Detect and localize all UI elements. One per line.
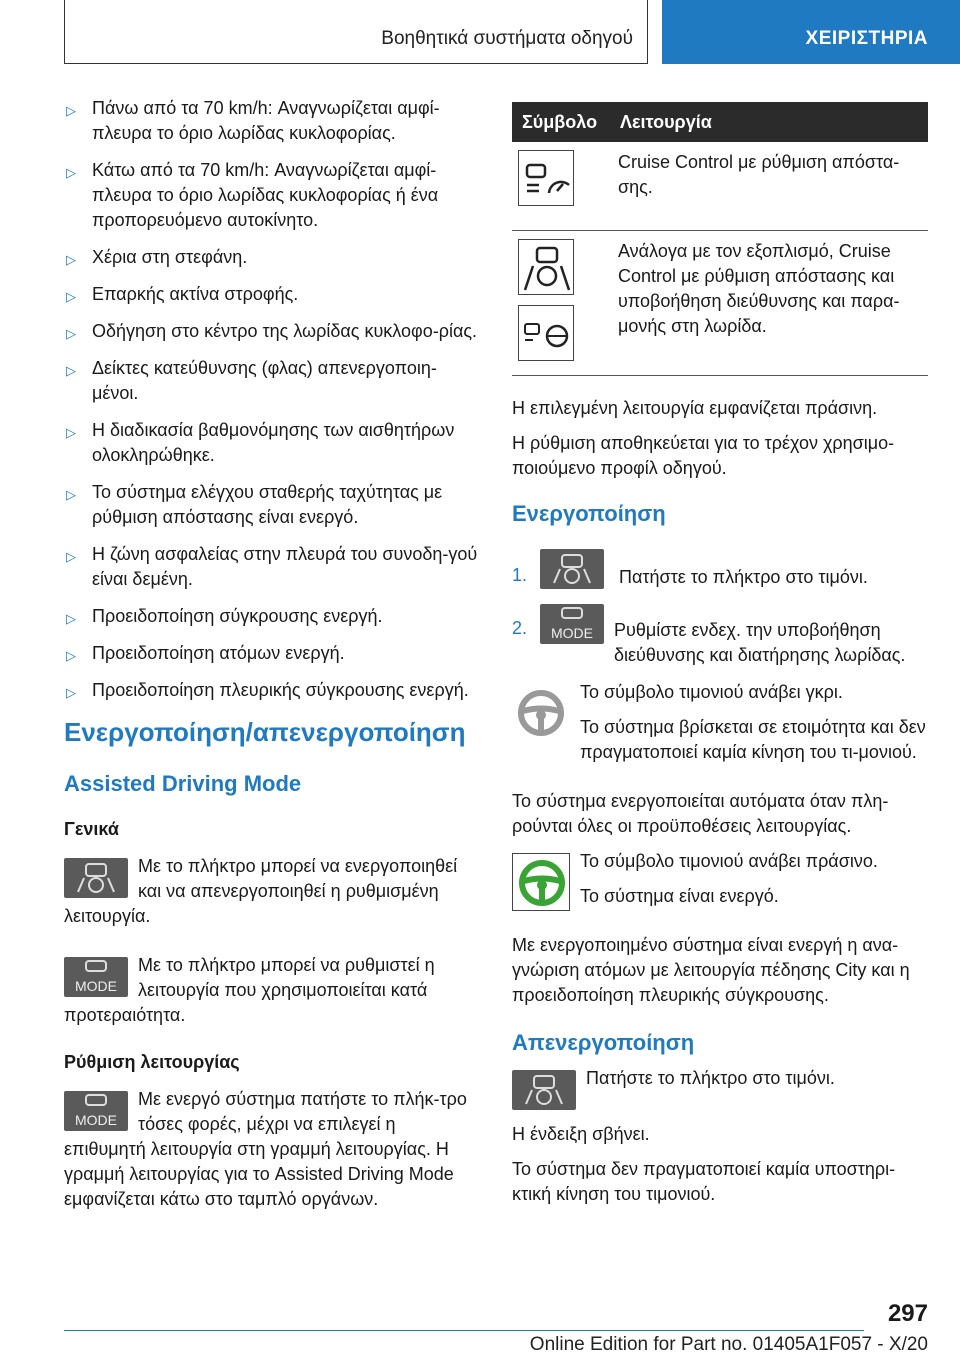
grey-wheel-block: Το σύμβολο τιμονιού ανάβει γκρι. Το σύστημα βρίσκεται σε ετοιμότητα και δεν πραγματοποιεί καμία κίνηση του τι-μονιού. [512,680,928,775]
mode-button-icon [64,957,128,997]
triangle-bullet-icon: ▷ [66,425,76,440]
subsection-heading: Assisted Driving Mode [64,771,302,796]
list-item: ▷ Κάτω από τα 70 km/h: Αναγνωρίζεται αμφί-πλευρα το όριο λωρίδας κυκλοφορίας ή ένα προπορευόμενο αυτοκίνητο. [66,160,439,230]
table-header-symbol: Σύμβολο [512,102,610,142]
paragraph: Η ρύθμιση αποθηκεύεται για το τρέχον χρησιμο-ποιούμενο προφίλ οδηγού. [512,433,895,478]
triangle-bullet-icon: ▷ [66,549,76,564]
paragraph: Το σύστημα δεν πραγματοποιεί καμία υποστηρι-κτική κίνηση του τιμονιού. [512,1159,896,1204]
table-row [512,231,928,376]
svg-text:MODE: MODE [551,625,593,641]
paragraph: Η ένδειξη σβήνει. [512,1124,650,1144]
list-item: ▷ Προειδοποίηση ατόμων ενεργή. [64,641,482,666]
steering-wheel-grey-icon [512,684,570,742]
green-wheel-block: Το σύμβολο τιμονιού ανάβει πράσινο. Το σύστημα είναι ενεργό. [512,849,928,919]
setting-heading: Ρύθμιση λειτουργίας [64,1052,240,1072]
triangle-bullet-icon: ▷ [66,252,76,267]
left-column [64,96,482,1236]
step-2: 2. MODE Ρυθμίστε ενδεχ. την υποβοήθηση διεύθυνσης και διατήρησης λωρίδας. [512,602,928,668]
assist-button-icon [540,549,604,589]
triangle-bullet-icon: ▷ [66,165,76,180]
section-heading: Ενεργοποίηση/απενεργοποίηση [64,717,466,747]
step-1: 1. Πατήστε το πλήκτρο στο τιμόνι. [512,549,928,590]
list-item: ▷ Προειδοποίηση πλευρικής σύγκρουσης ενεργή. [64,678,482,703]
svg-text:MODE: MODE [75,1112,117,1128]
table-cell: Cruise Control με ρύθμιση απόστα-σης. [610,142,928,231]
assist-button-icon [64,858,128,898]
paragraph: Η επιλεγμένη λειτουργία εμφανίζεται πράσινη. [512,398,878,418]
steering-wheel-green-icon [512,853,570,911]
list-item: ▷ Το σύστημα ελέγχου σταθερής ταχύτητας με ρύθμιση απόστασης είναι ενεργό. [66,482,443,527]
assist-button-icon [512,1070,576,1110]
general-heading: Γενικά [64,819,119,839]
list-item: ▷ Η ζώνη ασφαλείας στην πλευρά του συνοδη-γού είναι δεμένη. [66,544,478,589]
list-item: ▷ Χέρια στη στεφάνη. [64,245,482,270]
deactivation-heading: Απενεργοποίηση [512,1030,695,1055]
list-item: ▷ Δείκτες κατεύθυνσης (φλας) απενεργοποιη-μένοι. [66,358,437,403]
triangle-bullet-icon: ▷ [66,648,76,663]
condition-list [64,96,482,703]
triangle-bullet-icon: ▷ [66,103,76,118]
setting-paragraph: MODE Με ενεργό σύστημα πατήστε το πλήκ-τρο τόσες φορές, μέχρι να επιλεγεί η επιθυμητή λειτουργία στη γραμμή λειτουργίας. Η γραμμή λειτουργίας για το Assisted Driving Mode εμφανίζεται κάτω στο ταμπλό οργάνων. [64,1089,467,1209]
activation-heading: Ενεργοποίηση [512,501,666,526]
triangle-bullet-icon: ▷ [66,289,76,304]
steering-assist-icon [518,305,574,361]
list-item: ▷ Πάνω από τα 70 km/h: Αναγνωρίζεται αμφί-πλευρα το όριο λωρίδας κυκλοφορίας. [66,98,440,143]
list-item: ▷ Οδήγηση στο κέντρο της λωρίδας κυκλοφο-ρίας. [64,319,482,344]
paragraph: Με ενεργοποιημένο σύστημα είναι ενεργή η ανα-γνώριση ατόμων με λειτουργία πέδησης City και η προειδοποίηση πλευρικής σύγκρουσης. [512,935,910,1005]
table-row [512,142,928,231]
list-item: ▷ Προειδοποίηση σύγκρουσης ενεργή. [64,604,482,629]
section-tab [64,0,648,64]
mode-button-icon [64,1091,128,1131]
triangle-bullet-icon: ▷ [66,326,76,341]
list-item: ▷ Η διαδικασία βαθμονόμησης των αισθητήρων ολοκληρώθηκε. [66,420,455,465]
table-header-function: Λειτουργία [610,102,928,142]
mode-button-icon [540,604,604,644]
paragraph: Το σύστημα ενεργοποιείται αυτόματα όταν πλη-ρούνται όλες οι προϋποθέσεις λειτουργίας. [512,791,889,836]
triangle-bullet-icon: ▷ [66,611,76,626]
right-column [512,102,928,1217]
section-title: Βοηθητικά συστήματα οδηγού [381,28,633,49]
triangle-bullet-icon: ▷ [66,685,76,700]
chapter-tab [662,0,960,64]
table-cell: Ανάλογα με τον εξοπλισμό, Cruise Control με ρύθμιση απόστασης και υποβοήθηση διεύθυνσης και παρα-μονής στη λωρίδα. [610,231,928,376]
triangle-bullet-icon: ▷ [66,363,76,378]
svg-text:MODE: MODE [75,978,117,994]
deactivation-paragraph: Πατήστε το πλήκτρο στο τιμόνι. [512,1066,928,1112]
page-number: 297 [887,1300,928,1327]
edition-text: Online Edition for Part no. 01405A1F057 - X/20 [529,1334,928,1355]
page-header [64,0,960,64]
cruise-control-icon [518,150,574,206]
symbol-table [512,102,928,376]
general-paragraph-2: MODE Με το πλήκτρο μπορεί να ρυθμιστεί η λειτουργία που χρησιμοποιείται κατά προτεραιότητα. [64,955,435,1025]
footer-rule [64,1330,864,1331]
general-paragraph-1: Με το πλήκτρο μπορεί να ενεργοποιηθεί και να απενεργοποιηθεί η ρυθμισμένη λειτουργία. [64,856,458,926]
chapter-title: ΧΕΙΡΙΣΤΗΡΙΑ [805,28,928,49]
lane-assist-icon [518,239,574,295]
triangle-bullet-icon: ▷ [66,487,76,502]
list-item: ▷ Επαρκής ακτίνα στροφής. [64,282,482,307]
